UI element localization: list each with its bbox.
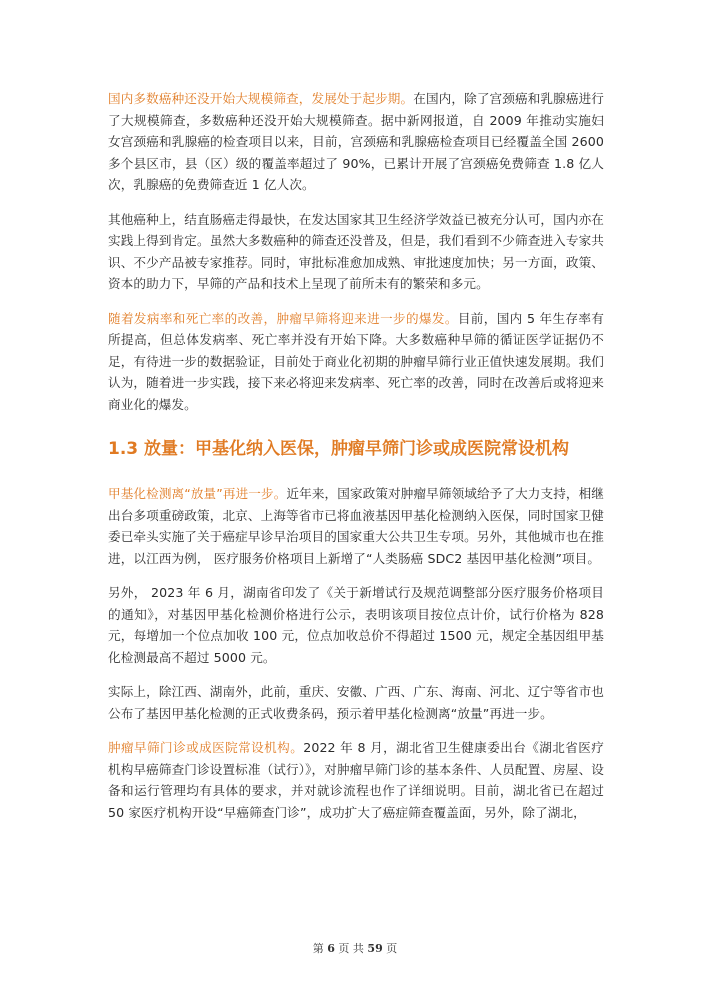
footer-page-number: 6	[327, 942, 335, 955]
paragraph-screening-stage	[108, 88, 604, 196]
highlight-lead: 国内多数癌种还没开始大规模筛查，发展处于起步期。	[108, 91, 414, 106]
paragraph-methylation	[108, 483, 604, 569]
paragraph-outbreak	[108, 308, 604, 416]
paragraph-other-cancers	[108, 209, 604, 295]
paragraph-other-provinces	[108, 681, 604, 724]
paragraph-screening-clinic	[108, 737, 604, 823]
page-footer	[0, 940, 710, 956]
paragraph-text: 实际上，除江西、湖南外，此前，重庆、安徽、广西、广东、海南、河北、辽宁等省市也公布了基因甲基化检测的正式收费条码，预示着甲基化检测离“放量”再进一步。	[108, 684, 604, 721]
footer-prefix: 第	[312, 942, 324, 955]
section-heading: 1.3 放量：甲基化纳入医保，肿瘤早筛门诊或成医院常设机构	[108, 439, 570, 459]
paragraph-text: 其他癌种上，结直肠癌走得最快，在发达国家其卫生经济学效益已被充分认可，国内亦在实践上得到肯定。虽然大多数癌种的筛查还没普及，但是，我们看到不少筛查进入专家共识、不少产品被专家推荐。同时，审批标准愈加成熟、审批速度加快；另一方面，政策、资本的助力下，早筛的产品和技术上呈现了前所未有的繁荣和多元。	[108, 211, 604, 291]
highlight-lead: 肿瘤早筛门诊或成医院常设机构。	[108, 740, 304, 755]
page-content	[108, 88, 604, 836]
footer-total-pages: 59	[367, 942, 383, 955]
footer-suffix: 页	[386, 942, 398, 955]
highlight-lead: 甲基化检测离“放量”再进一步。	[108, 486, 287, 501]
paragraph-hunan-pricing	[108, 582, 604, 668]
highlight-lead: 随着发病率和死亡率的改善，肿瘤早筛将迎来进一步的爆发。	[108, 310, 458, 326]
paragraph-text: 目前，国内 5 年生存率有所提高，但总体发病率、死亡率并没有开始下降。大多数癌种早筛的循证医学证据仍不足，有待进一步的数据验证，目前处于商业化初期的肿瘤早筛行业正值快速发展期。我们认为，随着进一步实践，接下来必将迎来发病率、死亡率的改善，同时在改善后或将迎来商业化的爆发。	[108, 310, 604, 412]
footer-middle: 页 共	[338, 942, 364, 955]
paragraph-text: 2022 年 8 月，湖北省卫生健康委出台《湖北省医疗机构早癌筛查门诊设置标准（试行）》，对肿瘤早筛门诊的基本条件、人员配置、房屋、设备和运行管理均有具体的要求，并对就诊流程也作了详细说明。目前，湖北省已在超过 50 家医疗机构开设“早癌筛查门诊”，成功扩大了癌症筛查覆盖面，另外，除了湖北，	[108, 740, 604, 820]
paragraph-text: 近年来，国家政策对肿瘤早筛领域给予了大力支持，相继出台多项重磅政策，北京、上海等省市已将血液基因甲基化检测纳入医保，同时国家卫健委已牵头实施了关于癌症早诊早治项目的国家重大公共卫生专项。另外，其他城市也在推进，以江西为例， 医疗服务价格项目上新增了“人类肠癌 SDC2 基因甲基化检测”项目。	[108, 486, 604, 566]
paragraph-text: 另外， 2023 年 6 月，湖南省印发了《关于新增试行及规范调整部分医疗服务价格项目的通知》，对基因甲基化检测价格进行公示，表明该项目按位点计价，试行价格为 828 元，每增加一个位点加收 100 元，位点加收总价不得超过 1500 元，规定全基因组甲基化检测最高不超过 5000 元。	[108, 585, 604, 665]
paragraph-text: 在国内，除了宫颈癌和乳腺癌进行了大规模筛查，多数癌种还没开始大规模筛查。据中新网报道，自 2009 年推动实施妇女宫颈癌和乳腺癌的检查项目以来，目前，宫颈癌和乳腺癌检查项目已经覆盖全国 2600 多个县区市，县（区）级的覆盖率超过了 90%，已累计开展了宫颈癌免费筛查 1.8 亿人次，乳腺癌的免费筛查近 1 亿人次。	[108, 91, 605, 192]
